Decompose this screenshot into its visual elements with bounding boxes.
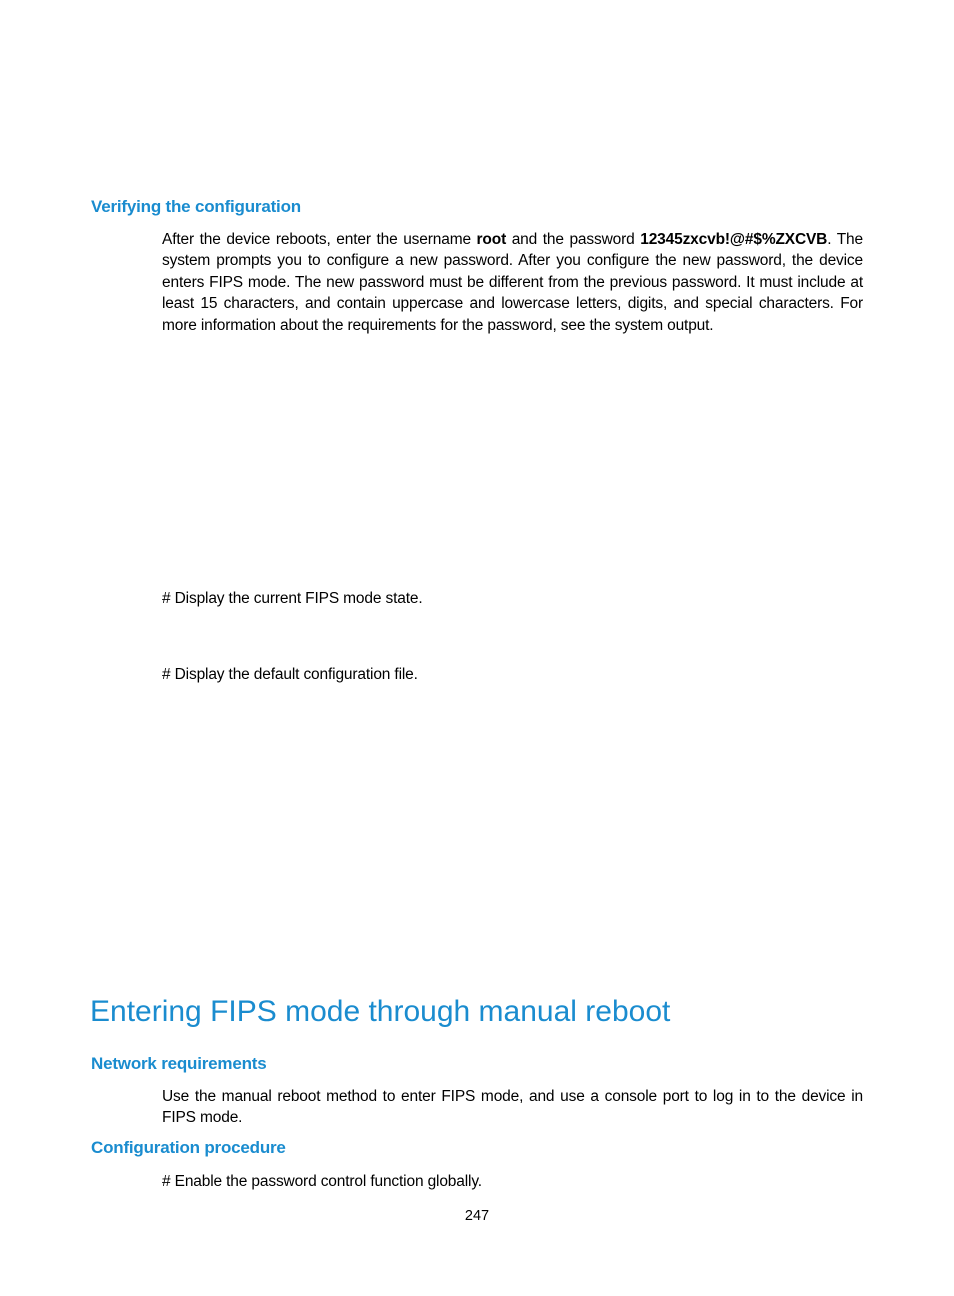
password-value: 12345zxcvb!@#$%ZXCVB: [640, 231, 828, 248]
section-heading-verifying: Verifying the configuration: [91, 197, 301, 216]
network-requirements-paragraph: Use the manual reboot method to enter FIPS mode, and use a console port to log in to the device in FIPS mode.: [162, 1088, 863, 1127]
step-display-fips-state: # Display the current FIPS mode state.: [162, 590, 423, 607]
section-heading-network-requirements: Network requirements: [91, 1054, 267, 1073]
step-display-default-config: # Display the default configuration file.: [162, 666, 418, 683]
verify-text-part-1: After the device reboots, enter the username: [162, 231, 477, 248]
verify-paragraph: [162, 229, 863, 336]
verify-text-part-2: and the password: [506, 231, 641, 248]
chapter-title: Entering FIPS mode through manual reboot: [90, 995, 671, 1028]
section-heading-configuration-procedure: Configuration procedure: [91, 1138, 286, 1157]
step-enable-password-control: # Enable the password control function globally.: [162, 1173, 482, 1190]
page-number: 247: [464, 1208, 490, 1224]
verify-text-part-3: . The system prompts you to configure a new password. After you configure the new password, the device enters FIPS mode. The new password must be different from the previous password. It must include at least 15 characters, and contain uppercase and lowercase letters, digits, and special characters. For more information about the requirements for the password, see the system output.: [162, 231, 863, 334]
username-value: root: [476, 231, 507, 248]
